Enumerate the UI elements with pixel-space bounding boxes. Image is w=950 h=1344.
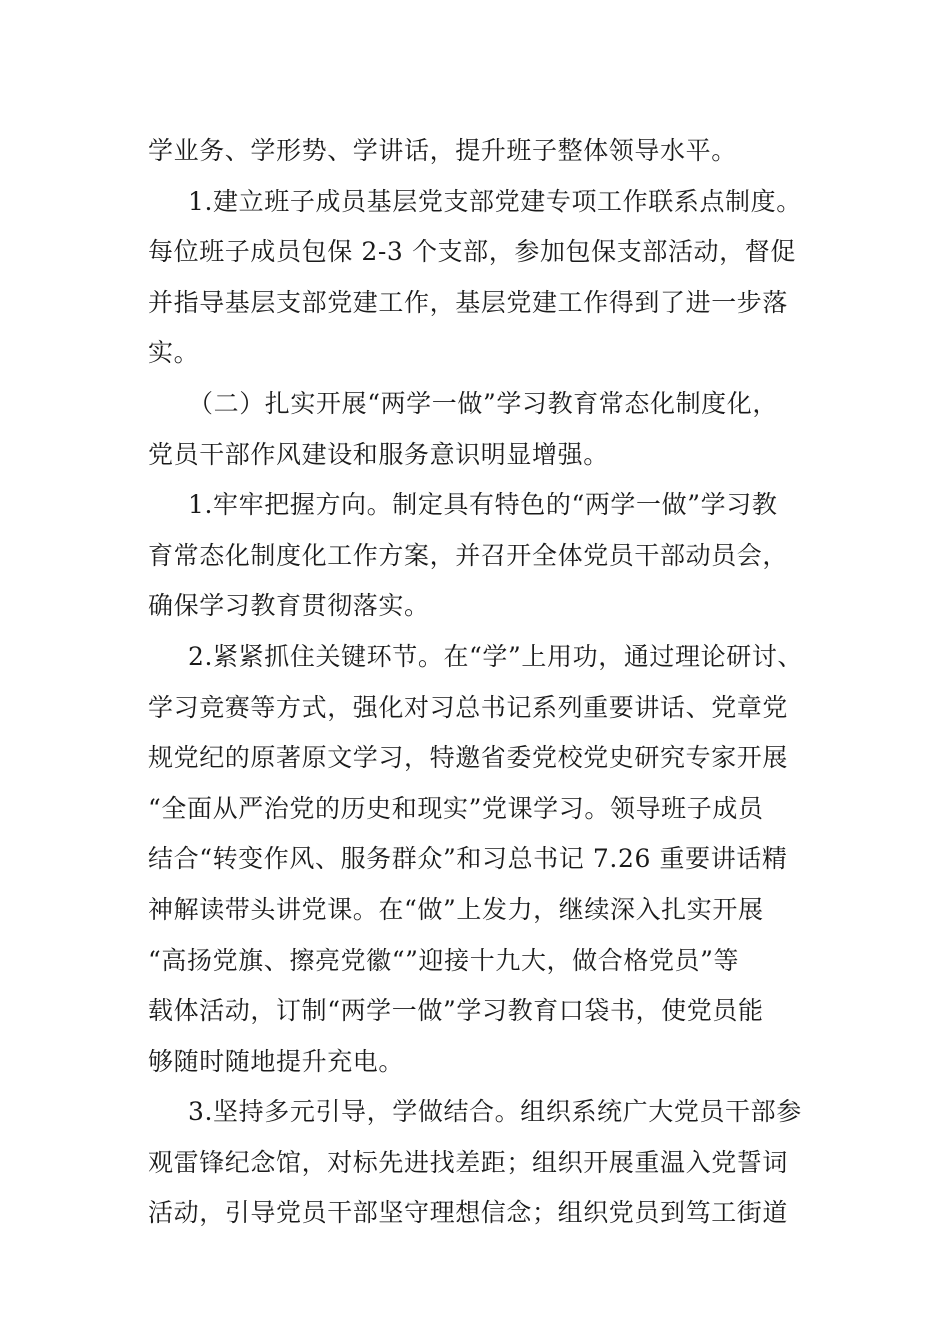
- text-line: 1.建立班子成员基层党支部党建专项工作联系点制度。: [188, 186, 802, 216]
- text-line: 1.牢牢把握方向。制定具有特色的“两学一做”学习教: [188, 490, 778, 520]
- text-line: 学习竞赛等方式，强化对习总书记系列重要讲话、党章党: [148, 692, 789, 722]
- text-line: 规党纪的原著原文学习，特邀省委党校党史研究专家开展: [148, 743, 789, 773]
- text-line: “全面从严治党的历史和现实”党课学习。领导班子成员: [148, 793, 764, 823]
- text-line: 实。: [148, 338, 200, 368]
- text-line: 每位班子成员包保 2-3 个支部，参加包保支部活动，督促: [148, 237, 796, 267]
- text-line: （二）扎实开展“两学一做”学习教育常态化制度化，: [188, 388, 778, 418]
- paragraph-item-3-guidance: [148, 1087, 810, 1239]
- text-line: 并指导基层支部党建工作，基层党建工作得到了进一步落: [148, 287, 789, 317]
- paragraph-continuation: [148, 126, 810, 177]
- paragraph-item-1-direction: [148, 480, 810, 632]
- text-line: 活动，引导党员干部坚守理想信念；组织党员到笃工街道: [148, 1198, 789, 1228]
- document-body: [148, 126, 810, 1239]
- text-line: 确保学习教育贯彻落实。: [148, 591, 430, 621]
- text-line: 党员干部作风建设和服务意识明显增强。: [148, 439, 609, 469]
- text-line: 够随时随地提升充电。: [148, 1046, 405, 1076]
- text-line: 载体活动，订制“两学一做”学习教育口袋书，使党员能: [148, 996, 764, 1026]
- text-line: “高扬党旗、擦亮党徽“”迎接十九大，做合格党员”等: [148, 945, 740, 975]
- text-line: 结合“转变作风、服务群众”和习总书记 7.26 重要讲话精: [148, 844, 788, 874]
- text-line: 2.紧紧抓住关键环节。在“学”上用功，通过理论研讨、: [188, 641, 804, 671]
- paragraph-item-1-contact-system: [148, 177, 810, 379]
- text-line: 神解读带头讲党课。在“做”上发力，继续深入扎实开展: [148, 894, 764, 924]
- text-line: 育常态化制度化工作方案，并召开全体党员干部动员会，: [148, 540, 789, 570]
- text-line: 观雷锋纪念馆，对标先进找差距；组织开展重温入党誓词: [148, 1147, 789, 1177]
- text-line: 学业务、学形势、学讲话，提升班子整体领导水平。: [148, 136, 737, 165]
- section-heading-2: [148, 379, 810, 480]
- paragraph-item-2-key-links: [148, 632, 810, 1087]
- text-line: 3.坚持多元引导，学做结合。组织系统广大党员干部参: [188, 1097, 802, 1127]
